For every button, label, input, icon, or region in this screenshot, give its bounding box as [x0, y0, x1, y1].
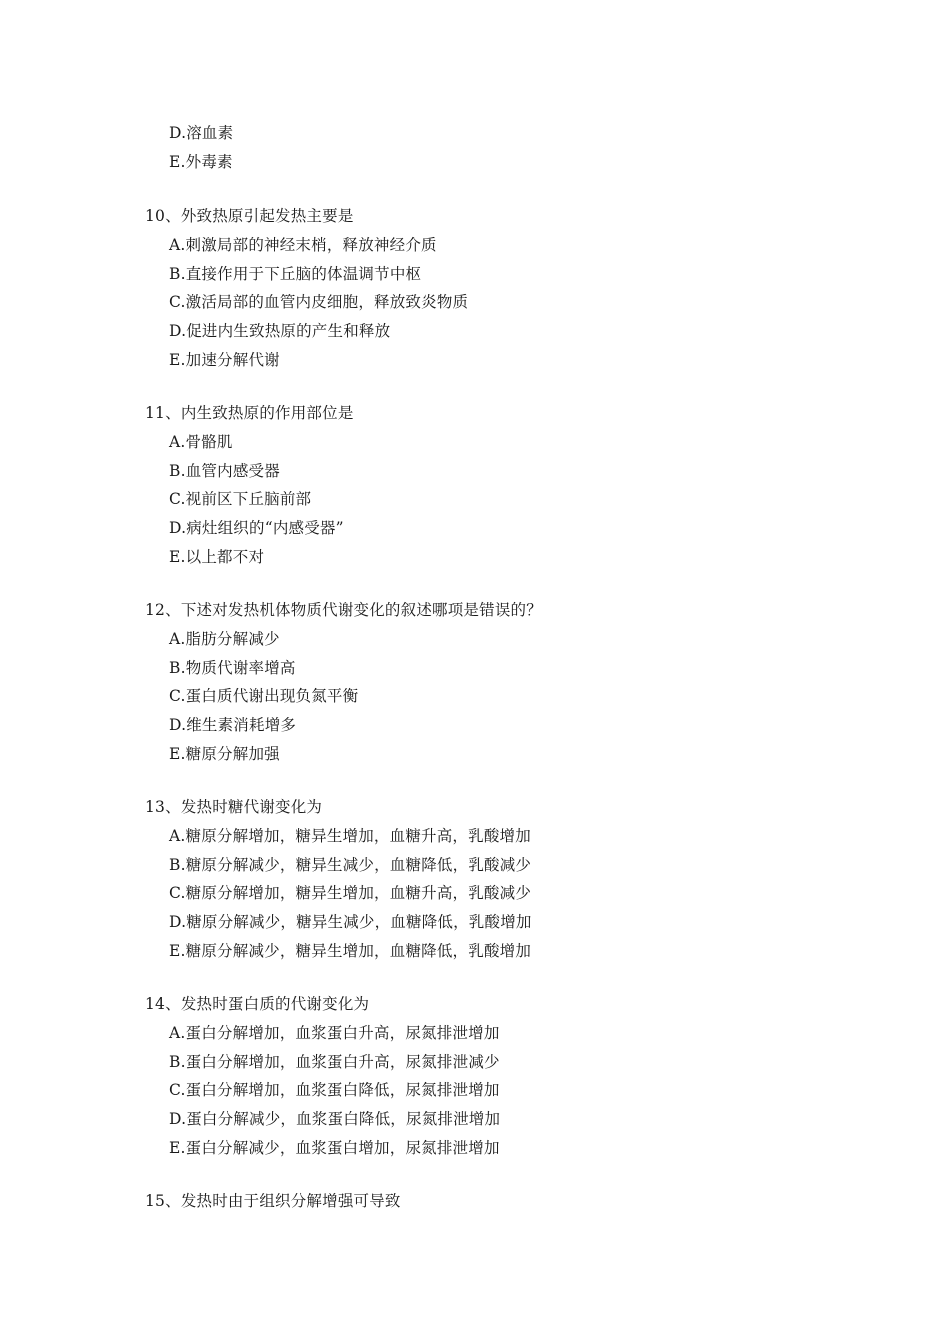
option-14-d: D.蛋白分解减少，血浆蛋白降低，尿氮排泄增加	[169, 1110, 501, 1128]
option-13-d: D.糖原分解减少，糖异生减少，血糖降低，乳酸增加	[169, 913, 532, 931]
option-10-d: D.促进内生致热原的产生和释放	[169, 322, 391, 340]
option-14-e: E.蛋白分解减少，血浆蛋白增加，尿氮排泄增加	[169, 1139, 500, 1157]
option-11-e: E.以上都不对	[169, 548, 265, 566]
option-12-c: C.蛋白质代谢出现负氮平衡	[169, 687, 359, 705]
question-14-stem: 14、发热时蛋白质的代谢变化为	[145, 995, 370, 1013]
option-14-c: C.蛋白分解增加，血浆蛋白降低，尿氮排泄增加	[169, 1081, 500, 1099]
option-9-e: E.外毒素	[169, 153, 233, 171]
option-12-a: A.脂肪分解减少	[169, 630, 280, 648]
option-10-b: B.直接作用于下丘脑的体温调节中枢	[169, 265, 422, 283]
question-15-stem: 15、发热时由于组织分解增强可导致	[145, 1192, 401, 1210]
option-11-a: A.骨骼肌	[169, 433, 233, 451]
option-14-b: B.蛋白分解增加，血浆蛋白升高，尿氮排泄减少	[169, 1053, 500, 1071]
option-11-c: C.视前区下丘脑前部	[169, 490, 312, 508]
option-10-a: A.刺激局部的神经末梢，释放神经介质	[169, 236, 437, 254]
option-12-d: D.维生素消耗增多	[169, 716, 297, 734]
option-13-c: C.糖原分解增加，糖异生增加，血糖升高，乳酸减少	[169, 884, 532, 902]
question-11-stem: 11、内生致热原的作用部位是	[145, 404, 354, 422]
option-11-b: B.血管内感受器	[169, 462, 280, 480]
option-13-e: E.糖原分解减少，糖异生增加，血糖降低，乳酸增加	[169, 942, 532, 960]
question-10-stem: 10、外致热原引起发热主要是	[145, 207, 354, 225]
option-11-d: D.病灶组织的“内感受器”	[169, 519, 344, 537]
option-12-e: E.糖原分解加强	[169, 745, 280, 763]
option-14-a: A.蛋白分解增加，血浆蛋白升高，尿氮排泄增加	[169, 1024, 500, 1042]
question-12-stem: 12、下述对发热机体物质代谢变化的叙述哪项是错误的？	[145, 601, 542, 619]
option-13-a: A.糖原分解增加，糖异生增加，血糖升高，乳酸增加	[169, 827, 531, 845]
option-13-b: B.糖原分解减少，糖异生减少，血糖降低，乳酸减少	[169, 856, 532, 874]
option-9-d: D.溶血素	[169, 124, 234, 142]
option-10-c: C.激活局部的血管内皮细胞，释放致炎物质	[169, 293, 469, 311]
option-12-b: B.物质代谢率增高	[169, 659, 296, 677]
question-13-stem: 13、发热时糖代谢变化为	[145, 798, 323, 816]
option-10-e: E.加速分解代谢	[169, 351, 280, 369]
